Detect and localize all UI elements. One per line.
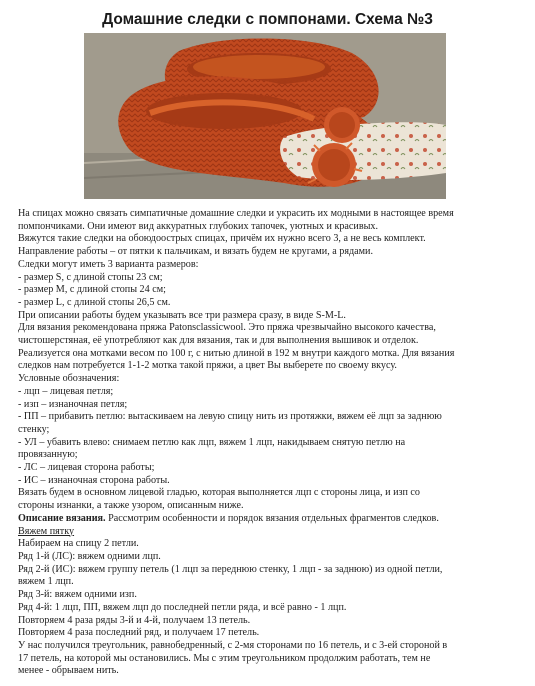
step-line: Повторяем 4 раза последний ряд, и получаем 17 петель. bbox=[18, 627, 260, 639]
step-line: Набираем на спицу 2 петли. bbox=[18, 538, 139, 550]
text-line: - изп – изнаночная петля; bbox=[18, 398, 128, 410]
page-title: Домашние следки с помпонами. Схема №3 bbox=[102, 11, 433, 28]
text-line: - размер M, с длиной стопы 24 см; bbox=[18, 284, 166, 296]
text-line: Для вязания рекомендована пряжа Patonsclassicwool. Это пряжа чрезвычайно высокого качества, bbox=[18, 322, 436, 334]
step-line: Повторяем 4 раза ряды 3-й и 4-й, получаем 13 петель. bbox=[18, 614, 251, 626]
text-line: Условные обозначения: bbox=[18, 373, 120, 385]
slippers-illustration bbox=[84, 33, 446, 199]
section-line bbox=[18, 513, 526, 526]
text-line: следков нам потребуется 1-1-2 мотка такой пряжи, а цвет Вы выберете по своему вкусу. bbox=[18, 360, 397, 372]
text-line: На спицах можно связать симпатичные домашние следки и украсить их модными в настоящее время bbox=[18, 208, 454, 219]
slippers-photo bbox=[84, 33, 446, 199]
text-line: - ИС – изнаночная сторона работы. bbox=[18, 474, 170, 486]
step-line: менее - обрываем нить. bbox=[18, 665, 119, 677]
text-line: - лцп – лицевая петля; bbox=[18, 385, 114, 397]
step-line: Ряд 1-й (ЛС): вяжем одними лцп. bbox=[18, 550, 161, 562]
text-line: Реализуется она мотками весом по 100 г, с нитью длиной в 192 м внутри каждого мотка. Для вязания bbox=[18, 347, 455, 359]
text-line: Направление работы – от пятки к пальчикам, и вязать будем не кругами, а рядами. bbox=[18, 246, 374, 258]
text-line: стороны изнанки, а также узором, описанным ниже. bbox=[18, 500, 244, 512]
section-title: Описание вязания. bbox=[18, 512, 106, 524]
text-line: помпончиками. Они имеют вид аккуратных глубоких тапочек, уютных и красивых. bbox=[18, 220, 379, 232]
step-line: Ряд 3-й: вяжем одними изп. bbox=[18, 589, 137, 601]
text-line: - размер L, с длиной стопы 26,5 см. bbox=[18, 296, 171, 308]
section-intro: Рассмотрим особенности и порядок вязания отдельных фрагментов следков. bbox=[105, 512, 439, 524]
step-line: Ряд 2-й (ИС): вяжем группу петель (1 лцп за переднюю стенку, 1 лцп - за заднюю) из одной петли, bbox=[18, 563, 443, 575]
text-line: стенку; bbox=[18, 423, 50, 435]
text-line: - ЛС – лицевая сторона работы; bbox=[18, 462, 155, 474]
text-line: Следки могут иметь 3 варианта размеров: bbox=[18, 258, 199, 270]
text-line: - УЛ – убавить влево: снимаем петлю как лцп, вяжем 1 лцп, накидываем снятую петлю на bbox=[18, 436, 406, 448]
text-line: Вяжутся такие следки на обоюдоострых спицах, причём их нужно всего 3, а не весь комплект. bbox=[18, 233, 426, 245]
step-line: 17 петель, на которой мы остановились. Мы с этим треугольником продолжим работать, тем не bbox=[18, 652, 431, 664]
text-line: Вязать будем в основном лицевой гладью, которая выполняется лцп с стороны лица, и изп со bbox=[18, 487, 420, 499]
step-line: Ряд 4-й: 1 лцп, ПП, вяжем лцп до последней петли ряда, и всё равно - 1 лцп. bbox=[18, 601, 347, 613]
article-body bbox=[18, 208, 526, 678]
text-line: провязанную; bbox=[18, 449, 78, 461]
text-line: - размер S, с длиной стопы 23 см; bbox=[18, 271, 163, 283]
text-line: чистошерстяная, её употребляют как для вязания, так и для выполнения вышивок и отделок. bbox=[18, 335, 419, 347]
text-line: - ПП – прибавить петлю: вытаскиваем на левую спицу нить из протяжки, вяжем её лцп за заднюю bbox=[18, 411, 442, 423]
step-line: У нас получился треугольник, равнобедренный, с 2-мя сторонами по 16 петель, и с 3-ей стороной в bbox=[18, 639, 448, 651]
text-line: При описании работы будем указывать все три размера сразу, в виде S-M-L. bbox=[18, 309, 346, 321]
subsection-title: Вяжем пятку bbox=[18, 525, 75, 537]
step-line: вяжем 1 лцп. bbox=[18, 576, 74, 588]
